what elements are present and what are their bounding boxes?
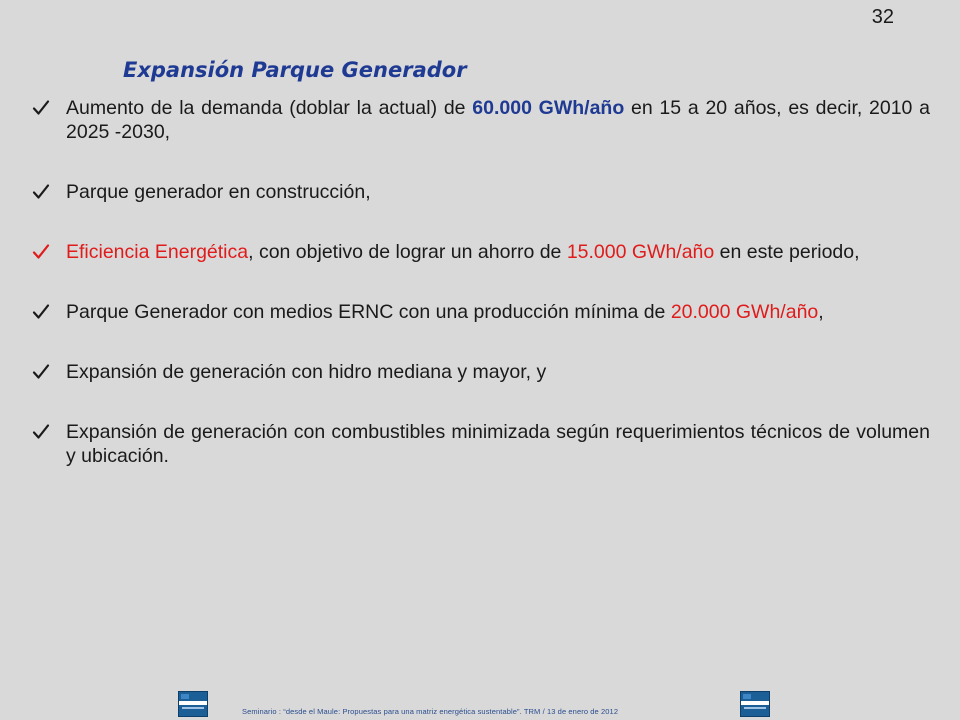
bullet-text: en este periodo,: [714, 241, 860, 263]
bullet-construction: [32, 180, 930, 204]
ernc-value: 20.000 GWh/año: [670, 301, 819, 323]
bullet-list: [32, 96, 930, 504]
bullet-energy-efficiency: [32, 240, 930, 264]
bullet-text: en 15 a 20 años, es decir, 2010 a 2025 -2030,: [66, 97, 930, 143]
ministry-logo-icon: [740, 691, 770, 717]
bullet-demand-growth: [32, 96, 930, 144]
bullet-fuels: [32, 420, 930, 468]
checkmark-icon: [32, 363, 50, 381]
ministry-logo-icon: [178, 691, 208, 717]
bullet-ernc: [32, 300, 930, 324]
checkmark-icon: [32, 243, 50, 261]
bullet-hydro: [32, 360, 930, 384]
page-number: 32: [871, 6, 894, 28]
bullet-text: Expansión de generación con combustibles minimizada según requerimientos técnicos de volumen y ubicación.: [66, 421, 930, 467]
bullet-text: , con objetivo de lograr un ahorro de: [248, 241, 567, 263]
slide-title: Expansión Parque Generador: [123, 58, 467, 82]
bullet-text: Expansión de generación con hidro mediana y mayor, y: [66, 361, 547, 383]
checkmark-icon: [32, 423, 50, 441]
bullet-text: ,: [818, 301, 824, 323]
checkmark-icon: [32, 183, 50, 201]
footer-text: Seminario : “desde el Maule: Propuestas para una matriz energética sustentable”. TRM / 13 de enero de 2012: [242, 707, 619, 716]
bullet-text: Parque generador en construcción,: [66, 181, 371, 203]
bullet-text: Parque Generador con medios ERNC con una producción mínima de: [66, 301, 671, 323]
bullet-text: Aumento de la demanda (doblar la actual) de: [66, 97, 473, 119]
footer: [0, 688, 960, 720]
demand-value: 60.000 GWh/año: [472, 97, 625, 119]
checkmark-icon: [32, 303, 50, 321]
checkmark-icon: [32, 99, 50, 117]
savings-value: 15.000 GWh/año: [566, 241, 715, 263]
efficiency-label: Eficiencia Energética: [66, 241, 249, 263]
